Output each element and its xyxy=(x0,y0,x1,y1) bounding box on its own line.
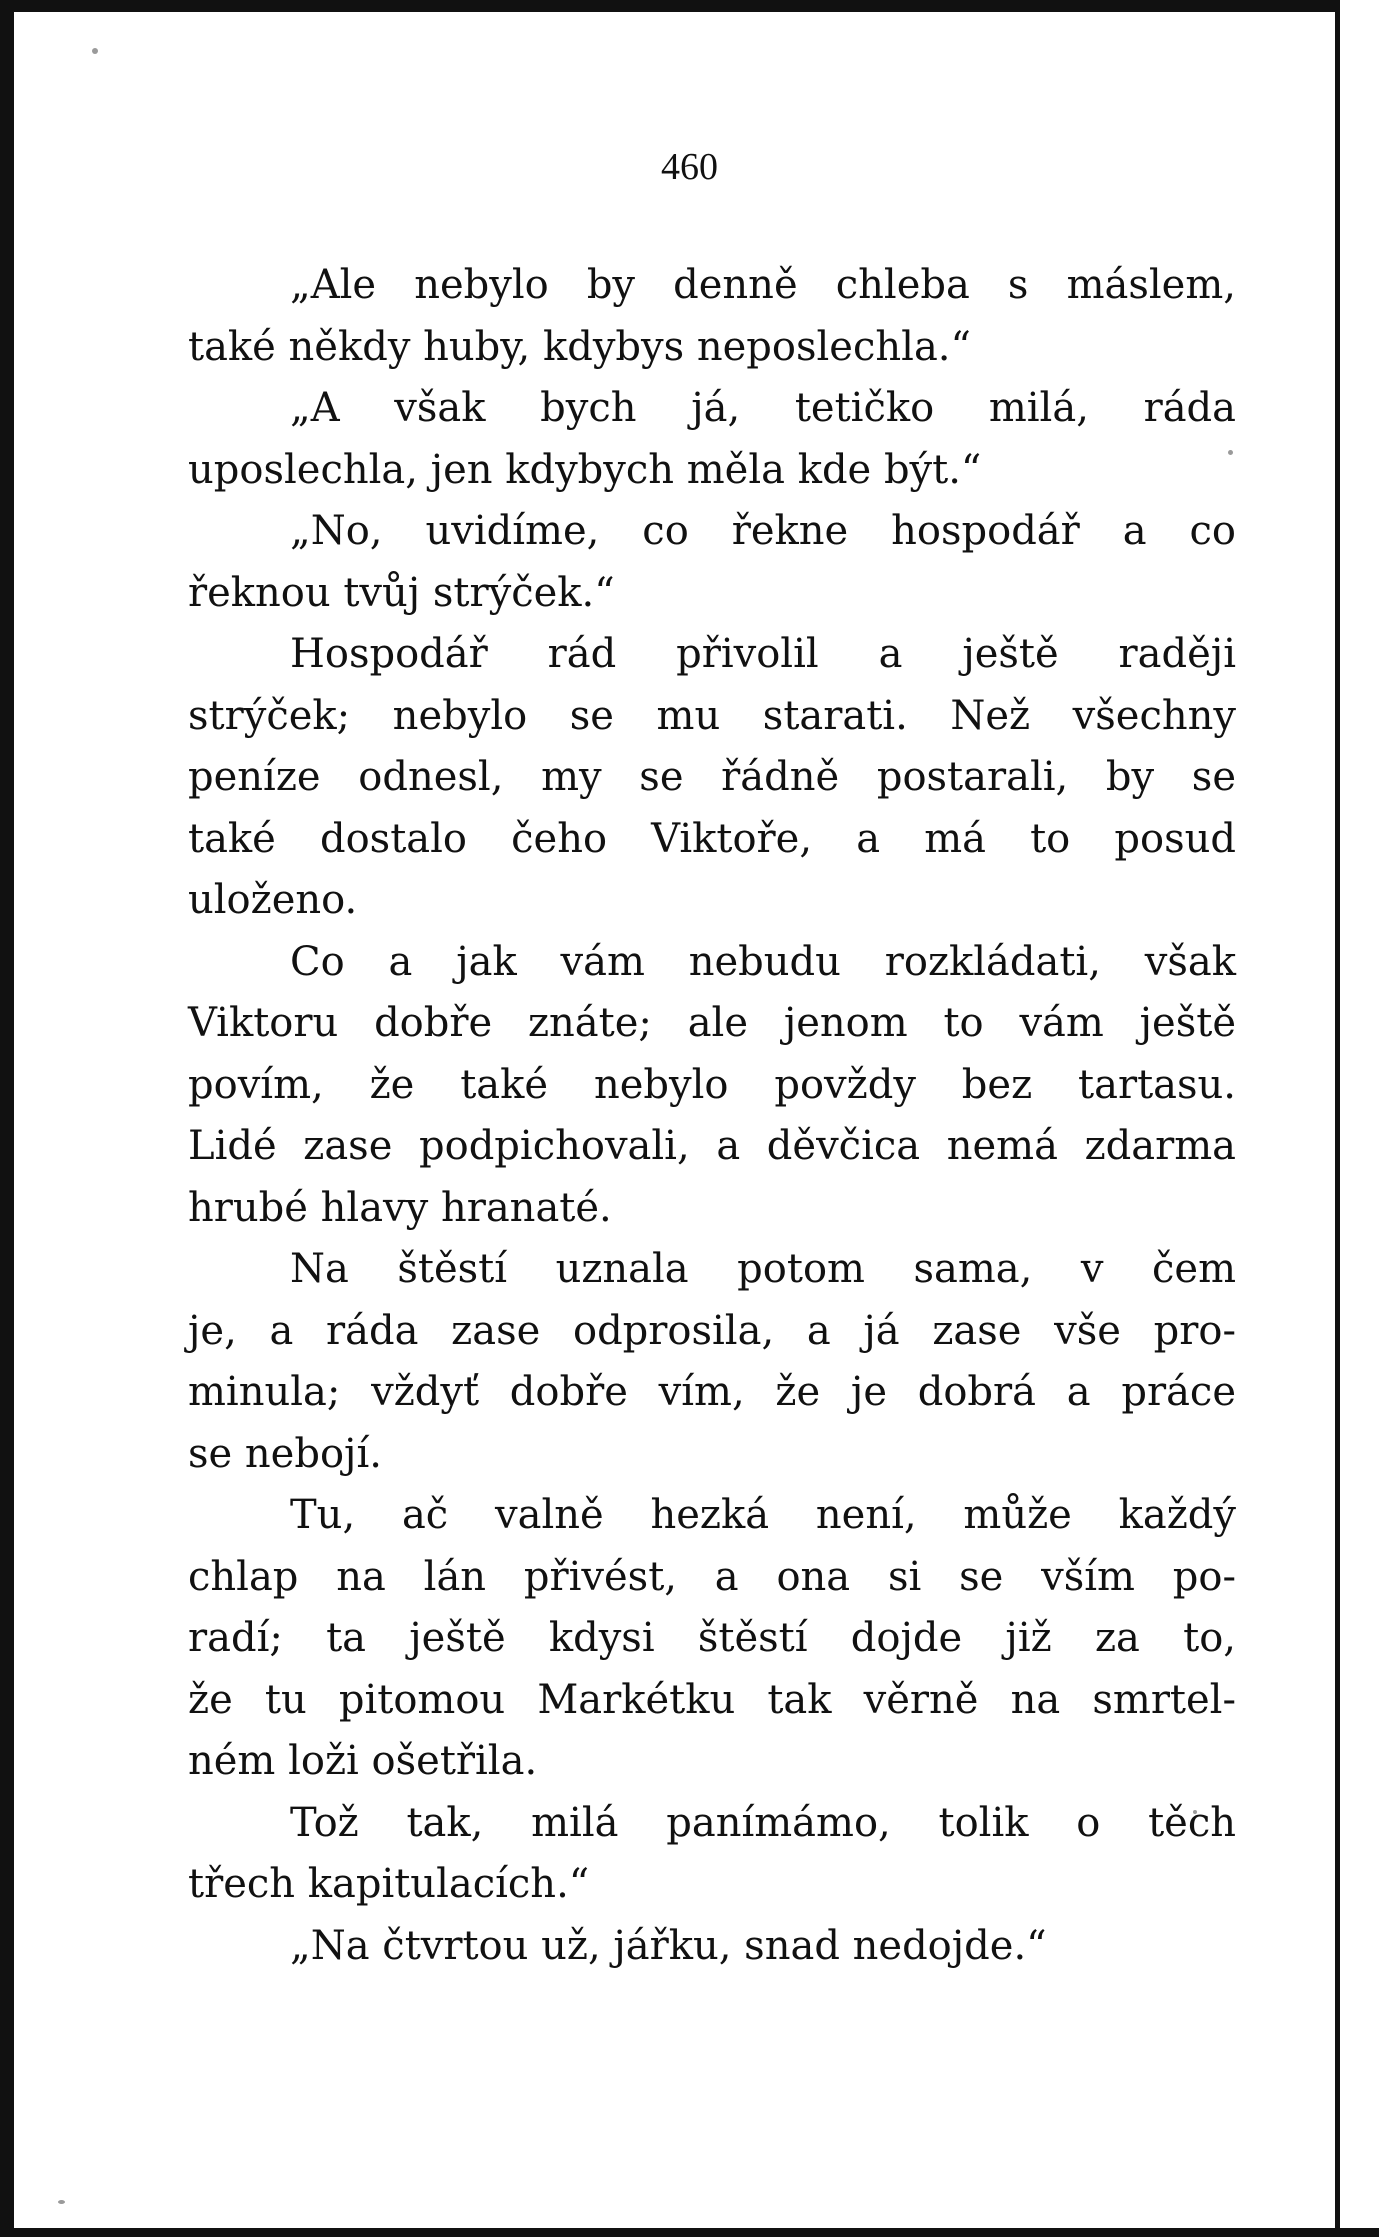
text-line: povím, že také nebylo povždy bez tartasu. xyxy=(188,1061,1236,1108)
text-line: Tož tak, milá panímámo, tolik o těch xyxy=(290,1799,1236,1846)
text-line: hrubé hlavy hranaté. xyxy=(188,1184,612,1231)
text-line: třech kapitulacích.“ xyxy=(188,1861,590,1907)
text-line: ném loži ošetřila. xyxy=(188,1738,538,1784)
text-line: Viktoru dobře znáte; ale jenom to vám ještě xyxy=(188,1000,1236,1046)
text-line: „A však bych já, tetičko milá, ráda xyxy=(290,385,1236,431)
text-line: také někdy huby, kdybys neposlechla.“ xyxy=(188,323,971,370)
scan-edge-top xyxy=(0,0,1379,12)
text-line: se nebojí. xyxy=(188,1430,382,1477)
scan-edge-left xyxy=(0,0,14,2237)
text-line: „Na čtvrtou už, jářku, snad nedojde.“ xyxy=(290,1922,1047,1969)
text-line: uloženo. xyxy=(188,877,358,923)
text-line: radí; ta ještě kdysi štěstí dojde již za to, xyxy=(188,1615,1236,1661)
scan-speck xyxy=(92,48,98,54)
scan-edge-bottom xyxy=(0,2228,1379,2237)
text-line: Lidé zase podpichovali, a děvčica nemá zdarma xyxy=(188,1123,1236,1169)
text-line: že tu pitomou Markétku tak věrně na smrtel- xyxy=(188,1676,1236,1723)
text-line: strýček; nebylo se mu starati. Než všechny xyxy=(188,692,1236,739)
text-line: Tu, ač valně hezká není, může každý xyxy=(290,1492,1236,1538)
body-text xyxy=(188,255,1236,1977)
text-line: „No, uvidíme, co řekne hospodář a co xyxy=(290,508,1236,554)
scan-edge-right xyxy=(1335,0,1379,2237)
text-line: Hospodář rád přivolil a ještě raději xyxy=(290,631,1236,677)
text-line: Co a jak vám nebudu rozkládati, však xyxy=(290,938,1236,985)
text-line: také dostalo čeho Viktoře, a má to posud xyxy=(188,815,1236,862)
text-line: uposlechla, jen kdybych měla kde být.“ xyxy=(188,446,982,493)
text-line: je, a ráda zase odprosila, a já zase vše pro- xyxy=(188,1307,1236,1354)
text-line: „Ale nebylo by denně chleba s máslem, xyxy=(290,262,1236,308)
page-number: 460 xyxy=(661,146,718,188)
text-line: chlap na lán přivést, a ona si se vším po- xyxy=(188,1553,1236,1600)
scan-speck xyxy=(58,2200,65,2204)
text-line: Na štěstí uznala potom sama, v čem xyxy=(290,1246,1236,1292)
text-line: minula; vždyť dobře vím, že je dobrá a práce xyxy=(188,1369,1236,1415)
text-line: řeknou tvůj strýček.“ xyxy=(188,569,615,616)
text-line: peníze odnesl, my se řádně postarali, by se xyxy=(188,754,1236,800)
